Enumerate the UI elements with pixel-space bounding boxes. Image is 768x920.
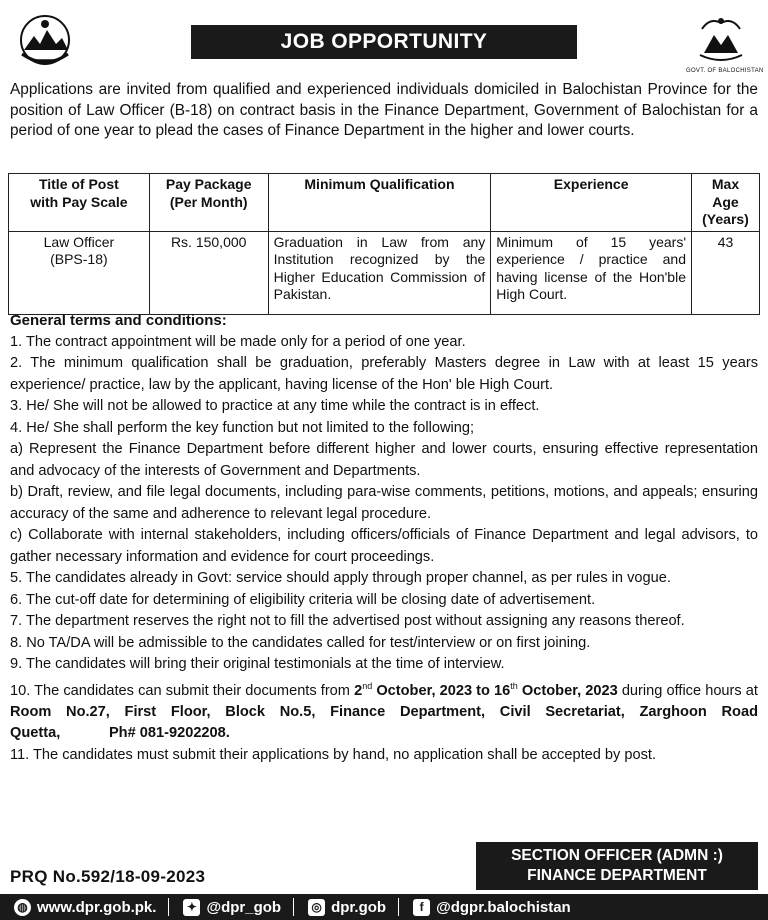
cell-pay: Rs. 150,000 xyxy=(149,231,268,314)
term-7: 7. The department reserves the right not to fill the advertised post without assigning any reasons thereof. xyxy=(10,613,685,629)
footer-divider xyxy=(398,898,399,916)
header-minimum-qualification: Minimum Qualification xyxy=(268,174,491,232)
section-officer-line2: FINANCE DEPARTMENT xyxy=(527,867,707,884)
term-10: 10. The candidates can submit their documents from 2nd October, 2023 to 16th October, 2023 during office hours at Room No.27, First Floor, Block No.5, Finance Department, Civil Secretariat, Zarghoon Road Quetta, Ph# 081-9202208. xyxy=(10,680,758,742)
posts-table xyxy=(8,173,760,315)
intro-paragraph: Applications are invited from qualified and experienced individuals domiciled in Balochistan Province for the position of Law Officer (B-18) on contract basis in the Finance Department, Government of Balochistan for a period of one year to plead the cases of Finance Department in the higher and lower courts. xyxy=(10,81,758,139)
terms-heading: General terms and conditions: xyxy=(10,312,227,329)
header-max-age: Max Age (Years) xyxy=(692,174,760,232)
footer-website[interactable]: ◍ www.dpr.gob.pk. xyxy=(14,899,156,916)
footer-bar xyxy=(0,894,768,920)
section-officer-box xyxy=(476,842,758,890)
term-5: 5. The candidates already in Govt: service should apply through proper channel, as per rules in vogue. xyxy=(10,570,671,586)
footer-instagram[interactable]: ◎ dpr.gob xyxy=(308,899,386,916)
balochistan-emblem-left xyxy=(16,14,74,70)
footer-facebook[interactable]: f @dgpr.balochistan xyxy=(413,899,571,916)
term-9: 9. The candidates will bring their original testimonials at the time of interview. xyxy=(10,656,505,672)
table-header-row xyxy=(9,174,760,232)
cell-experience: Minimum of 15 years' experience / practice and having license of the Hon'ble High Court. xyxy=(491,231,692,314)
header-pay-package: Pay Package (Per Month) xyxy=(149,174,268,232)
twitter-icon: ✦ xyxy=(183,899,200,916)
globe-icon: ◍ xyxy=(14,899,31,916)
header-experience: Experience xyxy=(491,174,692,232)
term-2: 2. The minimum qualification shall be graduation, preferably Masters degree in Law with at least 15 years experience/ practice, law by the applicant, having license of the Hon' ble High Court. xyxy=(10,355,758,393)
term-11: 11. The candidates must submit their applications by hand, no application shall be accepted by post. xyxy=(10,746,657,763)
term-3: 3. He/ She will not be allowed to practice at any time while the contract is in effect. xyxy=(10,398,540,414)
prq-number: PRQ No.592/18-09-2023 xyxy=(10,867,206,886)
term-6: 6. The cut-off date for determining of eligibility criteria will be closing date of advertisement. xyxy=(10,591,596,608)
header-title-of-post: Title of Post with Pay Scale xyxy=(9,174,150,232)
term-1: 1. The contract appointment will be made only for a period of one year. xyxy=(10,333,466,350)
term-4b: b) Draft, review, and file legal documents, including para-wise comments, petitions, motions, and appeals; ensuring accuracy of the same and adherence to relevant legal procedure. xyxy=(10,484,758,522)
right-logo-caption: GOVT. OF BALOCHISTAN xyxy=(686,68,764,74)
term-4: 4. He/ She shall perform the key function but not limited to the following; xyxy=(10,419,475,436)
terms-section xyxy=(10,310,758,766)
footer-twitter[interactable]: ✦ @dpr_gob xyxy=(183,899,281,916)
footer-divider xyxy=(168,898,169,916)
footer-divider xyxy=(293,898,294,916)
government-emblem-right xyxy=(686,12,764,74)
term-4a: a) Represent the Finance Department before different higher and lower courts, ensuring effective representation and advocacy of the interests of Government and Departments. xyxy=(10,441,758,479)
term-4c: c) Collaborate with internal stakeholders, including officers/officials of Finance Department and legal advisors, to gather necessary information and evidence for court proceedings. xyxy=(10,527,758,565)
cell-qualification: Graduation in Law from any Institution recognized by the Higher Education Commission of Pakistan. xyxy=(268,231,491,314)
term-8: 8. No TA/DA will be admissible to the candidates called for test/interview or on first joining. xyxy=(10,634,591,651)
cell-post: Law Officer (BPS-18) xyxy=(9,231,150,314)
instagram-icon: ◎ xyxy=(308,899,325,916)
cell-age: 43 xyxy=(692,231,760,314)
page-title: JOB OPPORTUNITY xyxy=(191,25,577,59)
section-officer-line1: SECTION OFFICER (ADMN :) xyxy=(511,847,723,864)
table-row xyxy=(9,231,760,314)
facebook-icon: f xyxy=(413,899,430,916)
